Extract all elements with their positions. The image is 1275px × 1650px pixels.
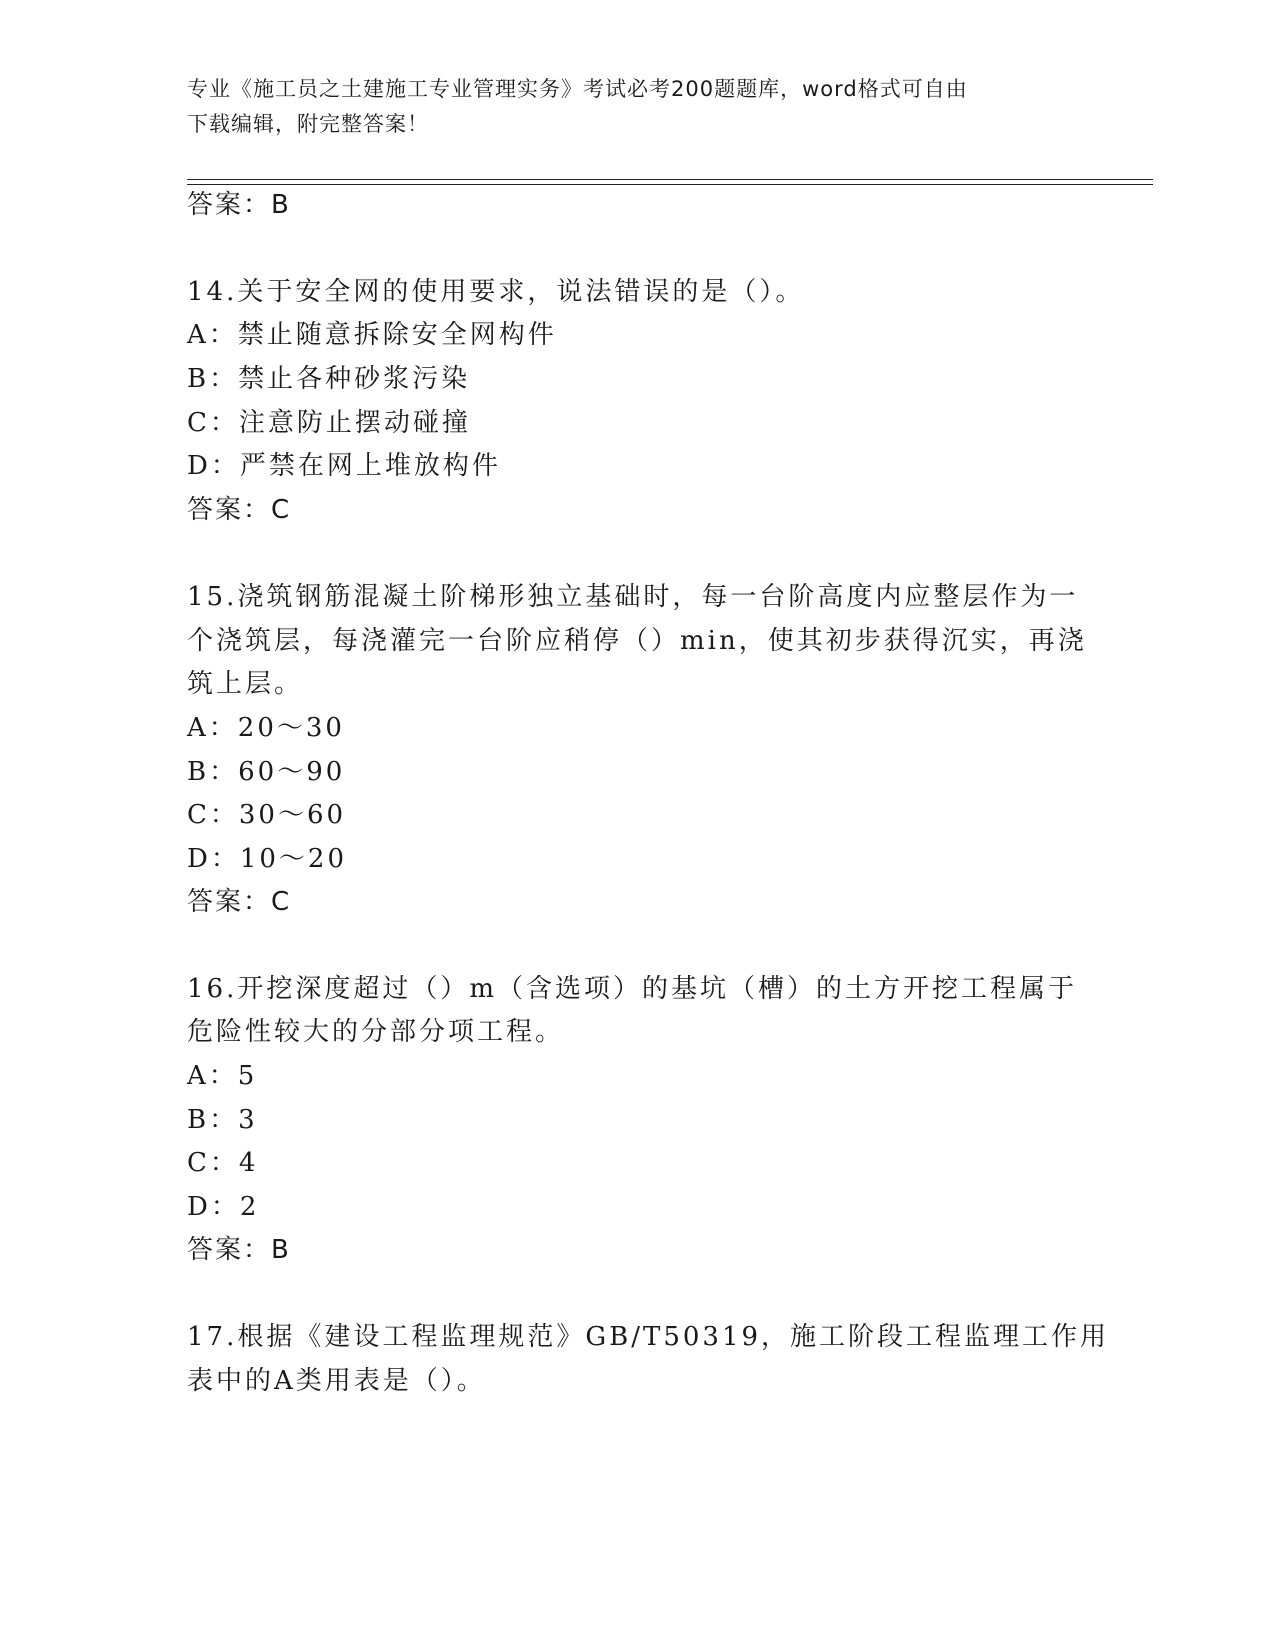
option-a: A：20～30	[187, 713, 345, 743]
question-stem-line: 14.关于安全网的使用要求，说法错误的是（）。	[187, 277, 805, 307]
question-stem-line: 表中的A类用表是（）。	[187, 1366, 486, 1396]
option-b: B：禁止各种砂浆污染	[187, 364, 471, 394]
question-stem-line: 危险性较大的分部分项工程。	[187, 1017, 565, 1047]
answer-line: 答案：C	[187, 887, 292, 917]
answer-line: 答案：B	[187, 1235, 291, 1265]
option-c: C：注意防止摆动碰撞	[187, 408, 471, 438]
question-stem-line: 16.开挖深度超过（）m（含选项）的基坑（槽）的土方开挖工程属于	[187, 974, 1078, 1004]
header-divider-bottom	[187, 184, 1153, 185]
header-line-2: 下载编辑，附完整答案！	[187, 112, 429, 136]
question-stem-line: 筑上层。	[187, 669, 304, 699]
document-header	[187, 72, 1067, 142]
answer-line: 答案：B	[187, 190, 291, 220]
header-divider-top	[187, 179, 1153, 180]
answer-line: 答案：C	[187, 495, 292, 525]
option-a: A：禁止随意拆除安全网构件	[187, 320, 557, 350]
option-a: A：5	[187, 1061, 258, 1091]
header-line-1: 专业《施工员之土建施工专业管理实务》考试必考200题题库，word格式可自由	[187, 77, 968, 101]
option-c: C：4	[187, 1148, 259, 1178]
option-d: D：严禁在网上堆放构件	[187, 451, 501, 481]
option-b: B：3	[187, 1105, 258, 1135]
option-d: D：2	[187, 1192, 260, 1222]
question-stem-line: 15.浇筑钢筋混凝土阶梯形独立基础时，每一台阶高度内应整层作为一	[187, 582, 1079, 612]
question-stem-line: 个浇筑层，每浇灌完一台阶应稍停（）min，使其初步获得沉实，再浇	[187, 626, 1087, 656]
option-b: B：60～90	[187, 757, 346, 787]
question-stem-line: 17.根据《建设工程监理规范》GB/T50319，施工阶段工程监理工作用	[187, 1322, 1110, 1352]
option-d: D：10～20	[187, 844, 348, 874]
option-c: C：30～60	[187, 800, 347, 830]
